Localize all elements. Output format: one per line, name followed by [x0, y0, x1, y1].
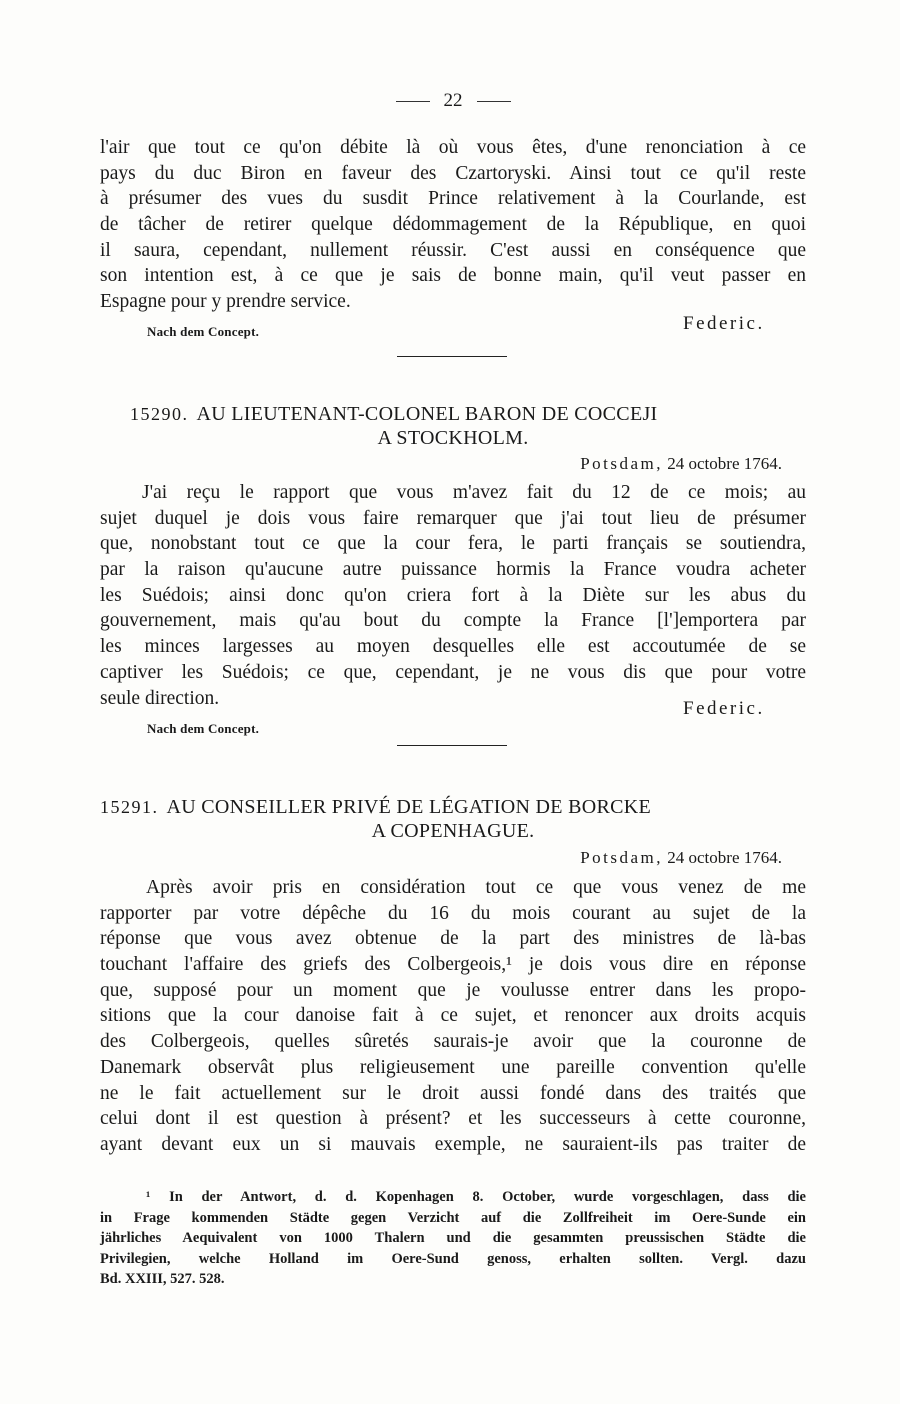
text-line: captiver les Suédois; ce que, cependant, je ne vous dis que pour votre [100, 661, 806, 683]
text-line: seule direction. [100, 687, 220, 709]
section-divider [397, 745, 507, 746]
text-line: que, nonobstant tout ce que la cour fera, le parti français se soutiendra, [100, 533, 806, 555]
text-line: Espagne pour y prendre service. [100, 291, 351, 313]
text-line: Après avoir pris en considération tout ce que vous venez de me [146, 877, 806, 898]
text-line: Danemark observât plus religieusement une pareille convention qu'elle [100, 1056, 806, 1078]
letter-heading [100, 402, 806, 450]
text-line: ne le fait actuellement sur le droit aussi fondé dans des traités que [100, 1082, 806, 1104]
date-place: Potsdam, [580, 848, 664, 867]
section-divider [397, 356, 507, 357]
date-place: Potsdam, [580, 454, 664, 473]
page-number: 22 [443, 90, 463, 111]
continuation-paragraph [100, 135, 806, 315]
date-text: 24 octobre 1764. [667, 454, 782, 473]
text-line: les minces largesses au moyen desquelles elle est accoutumée de se [100, 636, 806, 658]
text-line: par la raison qu'aucune autre puissance hormis la France voudra acheter [100, 559, 806, 581]
header-dash-right [477, 101, 511, 102]
source-note: Nach dem Concept. [147, 324, 260, 339]
text-line: l'air que tout ce qu'on débite là où vous êtes, d'une renonciation à ce [100, 137, 806, 158]
letter-number: 15290. [130, 404, 189, 424]
text-line: sitions que la cour danoise fait à ce sujet, et renoncer aux droits acquis [100, 1005, 806, 1027]
letter-addressee: AU CONSEILLER PRIVÉ DE LÉGATION DE BORCKE [166, 796, 651, 818]
signature: Federic. [683, 698, 765, 719]
footnote [100, 1187, 806, 1290]
text-line: son intention est, à ce que je sais de bonne main, qu'il veut passer en [100, 265, 806, 287]
text-line: pays du duc Biron en faveur des Czartoryski. Ainsi tout ce qu'il reste [100, 162, 806, 184]
header-dash-left [396, 101, 430, 102]
dateline [580, 848, 782, 868]
letter-body [100, 480, 806, 711]
text-line: gouvernement, mais qu'au bout du compte la France [l']emportera par [100, 610, 806, 632]
text-line: il saura, cependant, nullement réussir. C'est aussi en conséquence que [100, 239, 806, 261]
letter-number: 15291. [100, 797, 159, 817]
source-note: Nach dem Concept. [147, 721, 260, 736]
text-line: que, supposé pour un moment que je voulusse entrer dans les propo- [100, 979, 806, 1001]
date-text: 24 octobre 1764. [667, 848, 782, 867]
footnote-line: Bd. XXIII, 527. 528. [100, 1271, 225, 1287]
footnote-line: jährliches Aequivalent von 1000 Thalern und die gesammten preussischen Städte die [100, 1230, 806, 1246]
text-line: celui dont il est question à présent? et les successeurs à cette couronne, [100, 1108, 806, 1130]
text-line: rapporter par votre dépêche du 16 du mois courant au sujet de la [100, 902, 806, 924]
letter-place: A COPENHAGUE. [371, 820, 535, 842]
signature: Federic. [683, 313, 765, 334]
letter-body [100, 875, 806, 1158]
text-line: de tâcher de retirer quelque dédommagement de la République, en quoi [100, 214, 806, 236]
footnote-line: Privilegien, welche Holland im Oere-Sund genoss, erhalten sollten. Vergl. dazu [100, 1250, 806, 1267]
footnote-line: ¹ In der Antwort, d. d. Kopenhagen 8. October, wurde vorgeschlagen, dass die [146, 1189, 806, 1205]
text-line: touchant l'affaire des griefs des Colbergeois,¹ je dois vous dire en réponse [100, 954, 806, 976]
text-line: J'ai reçu le rapport que vous m'avez fait du 12 de ce mois; au [142, 482, 806, 503]
text-line: à présumer des vues du susdit Prince relativement à la Courlande, est [100, 188, 806, 210]
text-line: sujet duquel je dois vous faire remarquer que j'ai tout lieu de présumer [100, 507, 806, 529]
letter-addressee: AU LIEUTENANT-COLONEL BARON DE COCCEJI [196, 403, 658, 425]
footnote-line: in Frage kommenden Städte gegen Verzicht auf die Zollfreiheit im Oere-Sunde ein [100, 1209, 806, 1226]
text-line: des Colbergeois, quelles sûretés saurais-je avoir que la couronne de [100, 1031, 806, 1053]
letter-heading [100, 795, 806, 843]
page-header [100, 90, 806, 112]
dateline [580, 454, 782, 474]
letter-place: A STOCKHOLM. [377, 427, 529, 449]
text-line: réponse que vous avez obtenue de la part des ministres de là-bas [100, 928, 806, 950]
text-line: ayant devant eux un si mauvais exemple, ne sauraient-ils pas traiter de [100, 1133, 806, 1155]
text-line: les Suédois; ainsi donc qu'on criera fort à la Diète sur les abus du [100, 584, 806, 606]
